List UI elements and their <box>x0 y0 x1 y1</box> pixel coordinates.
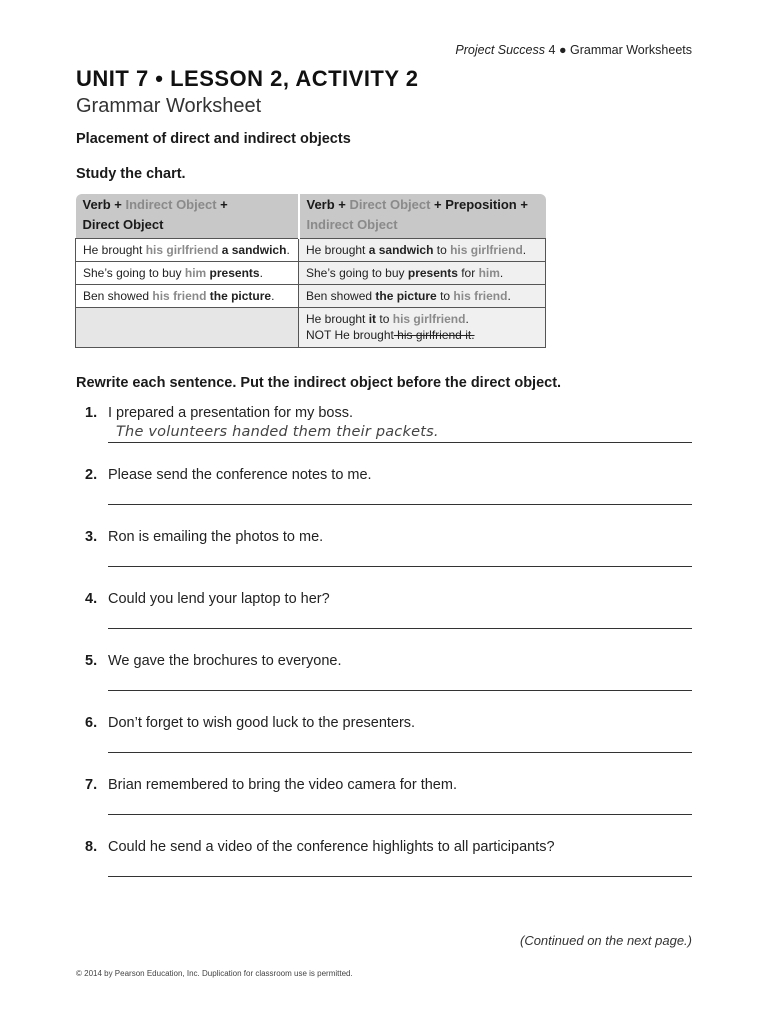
chart-header-col1: Verb + Indirect Object + Direct Object <box>76 194 299 239</box>
exercise-item-2: 2. Please send the conference notes to me. <box>85 467 692 511</box>
chart-header-row <box>76 194 546 239</box>
running-header <box>455 43 692 57</box>
exercise-item-1: 1. I prepared a presentation for my boss. The volunteers handed them their packets. <box>85 405 692 449</box>
page-subtitle: Grammar Worksheet <box>76 95 262 117</box>
answer-line[interactable] <box>108 628 692 629</box>
exercise-item-4: 4. Could you lend your laptop to her? <box>85 591 692 635</box>
section-name: Grammar Worksheets <box>569 43 692 57</box>
chart-cell: He brought it to his girlfriend. NOT He brought his girlfriend it. <box>299 308 546 348</box>
chart-cell: Ben showed the picture to his friend. <box>299 285 546 308</box>
header-bullet: ● <box>558 43 567 57</box>
chart-cell-empty <box>76 308 299 348</box>
chart-row <box>76 239 546 262</box>
chart-row <box>76 308 546 348</box>
exercise-instructions: Rewrite each sentence. Put the indirect object before the direct object. <box>76 375 562 391</box>
chart-cell: She’s going to buy him presents. <box>76 262 299 285</box>
chart-cell: He brought his girlfriend a sandwich. <box>76 239 299 262</box>
item-prompt: Could you lend your laptop to her? <box>108 591 330 607</box>
answer-line[interactable] <box>108 566 692 567</box>
answer-line[interactable] <box>108 442 692 443</box>
answer-line[interactable] <box>108 752 692 753</box>
study-label: Study the chart. <box>76 166 186 182</box>
continued-note: (Continued on the next page.) <box>519 933 692 948</box>
copyright-notice: © 2014 by Pearson Education, Inc. Duplication for classroom use is permitted. <box>76 969 353 978</box>
item-prompt: We gave the brochures to everyone. <box>108 653 342 669</box>
item-prompt: Don’t forget to wish good luck to the presenters. <box>108 715 416 731</box>
item-answer: The volunteers handed them their packets. <box>116 424 439 440</box>
exercise-item-3: 3. Ron is emailing the photos to me. <box>85 529 692 573</box>
exercise-item-6: 6. Don’t forget to wish good luck to the presenters. <box>85 715 692 759</box>
chart-cell: She’s going to buy presents for him. <box>299 262 546 285</box>
item-prompt: I prepared a presentation for my boss. <box>108 405 354 421</box>
item-prompt: Ron is emailing the photos to me. <box>108 529 324 545</box>
answer-line[interactable] <box>108 690 692 691</box>
chart-row <box>76 285 546 308</box>
chart-cell: He brought a sandwich to his girlfriend. <box>299 239 546 262</box>
item-prompt: Please send the conference notes to me. <box>108 467 372 483</box>
answer-line[interactable] <box>108 876 692 877</box>
exercise-item-5: 5. We gave the brochures to everyone. <box>85 653 692 697</box>
exercise-item-7: 7. Brian remembered to bring the video camera for them. <box>85 777 692 821</box>
page-title: UNIT 7 • LESSON 2, ACTIVITY 2 <box>76 66 419 91</box>
series-level: 4 <box>548 43 556 57</box>
series-name: Project Success <box>455 43 546 57</box>
topic-heading: Placement of direct and indirect objects <box>76 131 351 147</box>
item-prompt: Could he send a video of the conference highlights to all participants? <box>108 839 555 855</box>
chart-header-col2: Verb + Direct Object + Preposition + Indirect Object <box>299 194 546 239</box>
exercise-item-8: 8. Could he send a video of the conference highlights to all participants? <box>85 839 692 883</box>
item-prompt: Brian remembered to bring the video camera for them. <box>108 777 457 793</box>
grammar-chart <box>75 194 546 348</box>
chart-row <box>76 262 546 285</box>
chart-cell: Ben showed his friend the picture. <box>76 285 299 308</box>
answer-line[interactable] <box>108 504 692 505</box>
answer-line[interactable] <box>108 814 692 815</box>
